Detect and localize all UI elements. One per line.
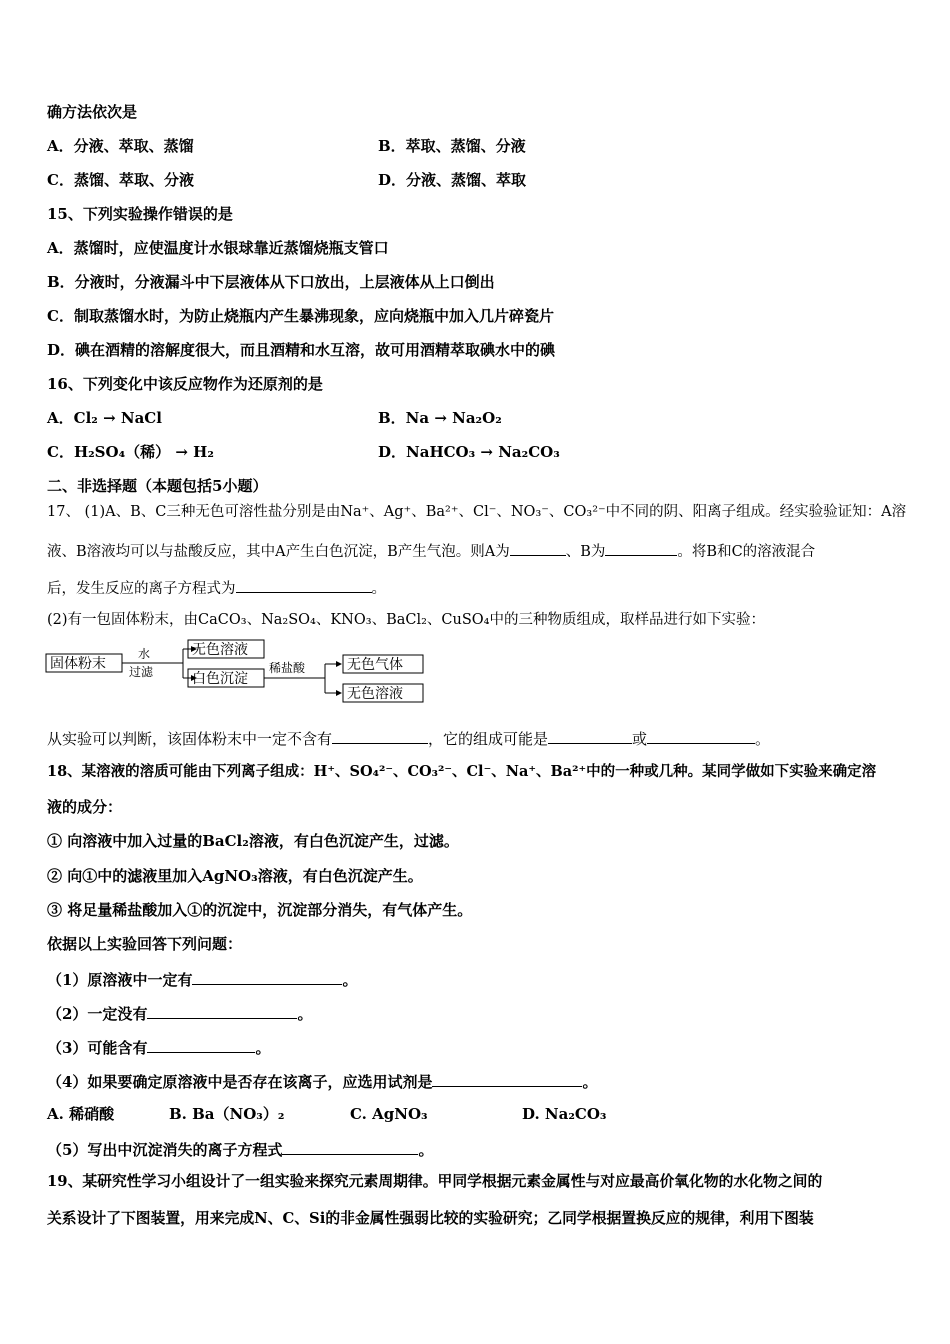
- q18-option-c: C. AgNO₃: [350, 1105, 428, 1123]
- flow-arrow-top-label: 水: [138, 647, 151, 661]
- q18-text: 。: [255, 1039, 271, 1057]
- q14-stem: 确方法依次是: [47, 103, 138, 121]
- answer-blank-ionic-equation[interactable]: [282, 1138, 418, 1155]
- answer-blank-a[interactable]: [510, 539, 566, 556]
- q17-part1-line1: 17、 (1)A、B、C三种无色可溶性盐分别是由Na⁺、Ag⁺、Ba²⁺、Cl⁻、NO₃⁻、CO₃²⁻中不同的阴、阳离子组成。经实验验证知：A溶: [47, 504, 907, 520]
- q14-option-d: D．分液、蒸馏、萃取: [378, 171, 527, 189]
- q14-option-c: C．蒸馏、萃取、分液: [47, 171, 194, 189]
- experiment-flow-diagram: [45, 638, 435, 706]
- answer-blank-reagent[interactable]: [432, 1070, 582, 1087]
- q17-part1-line3: [47, 576, 386, 599]
- answer-blank-must-not-have[interactable]: [147, 1002, 297, 1019]
- flow-out2-label: 白色沉淀: [192, 671, 248, 687]
- q18-option-a: A. 稀硝酸: [47, 1105, 115, 1123]
- q18-step1: ① 向溶液中加入过量的BaCl₂溶液，有白色沉淀产生，过滤。: [47, 832, 459, 850]
- flow-out1-label: 无色溶液: [192, 642, 248, 658]
- q17-text: 。: [371, 581, 386, 597]
- q15-option-c: C．制取蒸馏水时，为防止烧瓶内产生暴沸现象，应向烧瓶中加入几片碎瓷片: [47, 307, 554, 325]
- answer-blank-may-contain[interactable]: [147, 1036, 255, 1053]
- q17-part2-question: [47, 727, 770, 749]
- q16-options-cd: [47, 442, 560, 462]
- q18-stem-line1: 18、某溶液的溶质可能由下列离子组成：H⁺、SO₄²⁻、CO₃²⁻、Cl⁻、Na⁺、Ba²⁺中的一种或几种。某同学做如下实验来确定溶: [47, 763, 877, 780]
- answer-blank-not-contain[interactable]: [332, 727, 428, 744]
- flow-out4-label: 无色溶液: [347, 686, 403, 702]
- q18-option-d: D. Na₂CO₃: [522, 1105, 607, 1123]
- q19-stem-line1: 19、某研究性学习小组设计了一组实验来探究元素周期律。甲同学根据元素金属性与对应最高价氧化物的水化物之间的: [47, 1173, 823, 1190]
- flow-out3-label: 无色气体: [347, 657, 403, 673]
- q16-options-ab: [47, 408, 502, 428]
- q18-text: 。: [418, 1141, 434, 1159]
- section-heading: 二、非选择题（本题包括5小题）: [47, 477, 268, 495]
- q18-option-b: B. Ba（NO₃）₂: [169, 1105, 285, 1123]
- q18-text: 。: [582, 1073, 598, 1091]
- answer-blank-must-have[interactable]: [192, 968, 342, 985]
- q18-text: （4）如果要确定原溶液中是否存在该离子，应选用试剂是: [47, 1073, 433, 1091]
- q16-option-b: B．Na → Na₂O₂: [378, 409, 502, 427]
- q15-option-d: D．碘在酒精的溶解度很大，而且酒精和水互溶，故可用酒精萃取碘水中的碘: [47, 341, 556, 359]
- answer-blank-equation[interactable]: [236, 576, 372, 593]
- q19-stem-line2: 关系设计了下图装置，用来完成N、C、Si的非金属性强弱比较的实验研究；乙同学根据置换反应的规律，利用下图装: [47, 1210, 814, 1227]
- q17-text: 从实验可以判断，该固体粉末中一定不含有: [47, 730, 333, 748]
- q17-text: 、B为: [565, 544, 606, 560]
- q18-text: 。: [297, 1005, 313, 1023]
- q18-text: （3）可能含有: [47, 1039, 148, 1057]
- q17-text: 。将B和C的溶液混合: [677, 544, 816, 560]
- q15-stem: 15、下列实验操作错误的是: [47, 205, 233, 223]
- q17-text: 。: [755, 730, 771, 748]
- q18-stem-line2: 液的成分：: [47, 798, 123, 816]
- q14-options-ab: [47, 136, 526, 156]
- q16-option-d: D．NaHCO₃ → Na₂CO₃: [378, 443, 560, 461]
- q18-text: （5）写出中沉淀消失的离子方程式: [47, 1141, 283, 1159]
- q14-options-cd: [47, 170, 527, 190]
- q18-options: [47, 1104, 607, 1124]
- q17-text: 液、B溶液均可以与盐酸反应，其中A产生白色沉淀，B产生气泡。则A为: [47, 544, 510, 560]
- flow-arrow-bottom-label: 过滤: [129, 665, 154, 679]
- q17-part1-line2: [47, 539, 815, 562]
- q18-text: （1）原溶液中一定有: [47, 971, 193, 989]
- q17-text: 或: [632, 730, 648, 748]
- q17-text: 后，发生反应的离子方程式为: [47, 581, 236, 597]
- q18-step3: ③ 将足量稀盐酸加入①的沉淀中，沉淀部分消失，有气体产生。: [47, 901, 473, 919]
- flow-reagent-label: 稀盐酸: [269, 661, 306, 675]
- q17-text: ，它的组成可能是: [428, 730, 549, 748]
- q14-option-b: B．萃取、蒸馏、分液: [378, 137, 526, 155]
- q14-option-a: A．分液、萃取、蒸馏: [47, 137, 194, 155]
- q16-option-a: A．Cl₂ → NaCl: [47, 409, 162, 427]
- q18-sub2: [47, 1002, 312, 1024]
- q15-option-b: B．分液时，分液漏斗中下层液体从下口放出，上层液体从上口倒出: [47, 273, 495, 291]
- q18-sub1: [47, 968, 357, 990]
- q16-option-c: C．H₂SO₄（稀） → H₂: [47, 443, 214, 461]
- answer-blank-composition-2[interactable]: [647, 727, 755, 744]
- answer-blank-composition-1[interactable]: [548, 727, 632, 744]
- answer-blank-b[interactable]: [605, 539, 677, 556]
- q18-sub5: [47, 1138, 433, 1160]
- q18-sub3: [47, 1036, 270, 1058]
- q17-part2-stem: (2)有一包固体粉末，由CaCO₃、Na₂SO₄、KNO₃、BaCl₂、CuSO₄中的三种物质组成，取样品进行如下实验：: [47, 612, 765, 628]
- q18-text: 。: [342, 971, 358, 989]
- q18-sub4: [47, 1070, 597, 1092]
- q18-step2: ② 向①中的滤液里加入AgNO₃溶液，有白色沉淀产生。: [47, 867, 423, 885]
- q16-stem: 16、下列变化中该反应物作为还原剂的是: [47, 375, 323, 393]
- q15-option-a: A．蒸馏时，应使温度计水银球靠近蒸馏烧瓶支管口: [47, 239, 389, 257]
- q18-instruction: 依据以上实验回答下列问题：: [47, 935, 243, 953]
- flow-start-label: 固体粉末: [50, 656, 106, 672]
- q18-text: （2）一定没有: [47, 1005, 148, 1023]
